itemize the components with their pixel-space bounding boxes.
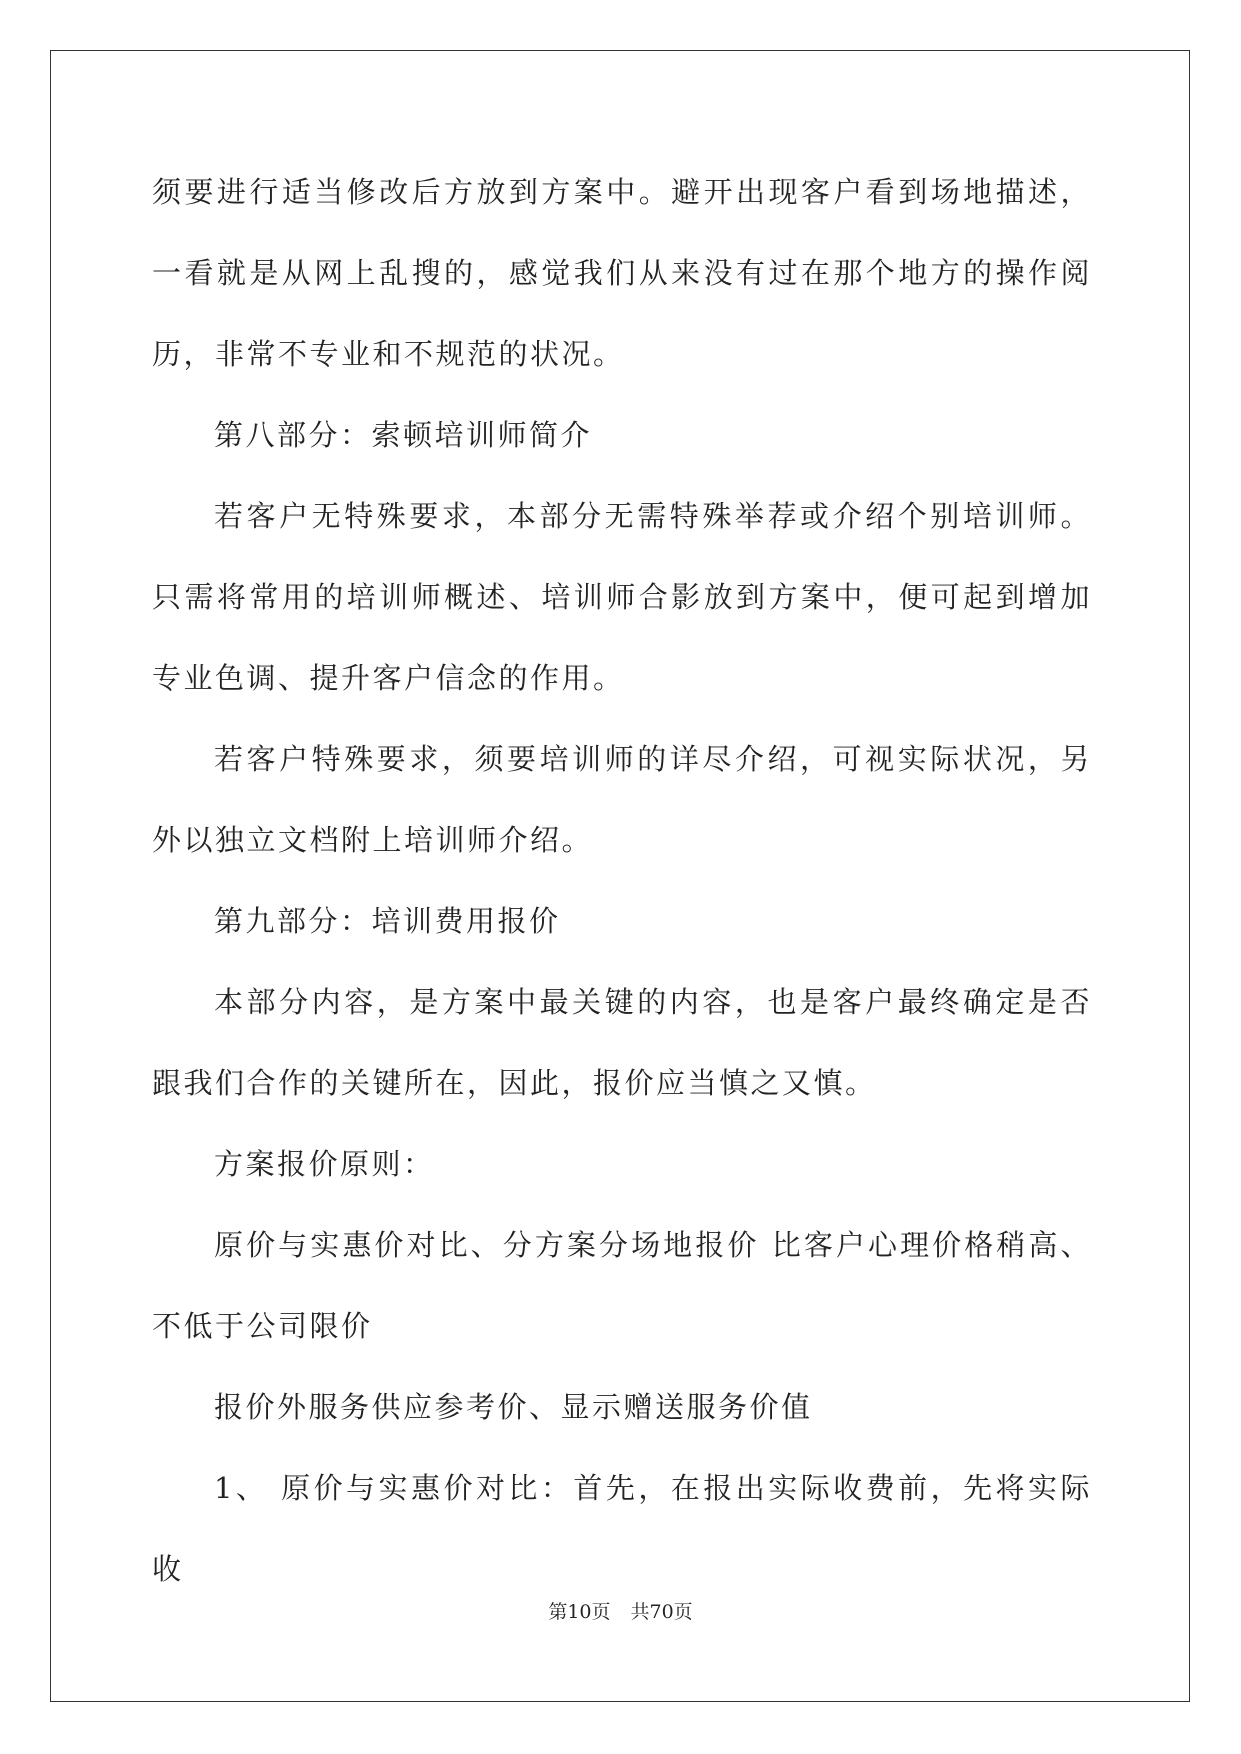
document-body [152,152,1092,1610]
paragraph-3: 若客户特殊要求，须要培训师的详尽介绍，可视实际状况，另外以独立文档附上培训师介绍。 [152,742,1092,857]
paragraph-2: 若客户无特殊要求，本部分无需特殊举荐或介绍个别培训师。只需将常用的培训师概述、培训师合影放到方案中，便可起到增加专业色调、提升客户信念的作用。 [152,499,1092,695]
subheading-pricing-principles: 方案报价原则： [214,1147,435,1181]
paragraph-1: 须要进行适当修改后方放到方案中。避开出现客户看到场地描述，一看就是从网上乱搜的，感觉我们从来没有过在那个地方的操作阅历，非常不专业和不规范的状况。 [152,175,1092,371]
paragraph-6: 报价外服务供应参考价、显示赠送服务价值 [214,1390,813,1424]
section-heading-part-nine: 第九部分：培训费用报价 [214,904,561,938]
page-footer [0,1597,1241,1624]
list-item-1: 1、 原价与实惠价对比：首先，在报出实际收费前，先将实际收 [152,1471,1092,1586]
section-heading-part-eight: 第八部分：索顿培训师简介 [214,418,593,452]
page-number: 第10页 [548,1601,611,1623]
paragraph-4: 本部分内容，是方案中最关键的内容，也是客户最终确定是否跟我们合作的关键所在，因此，报价应当慎之又慎。 [152,985,1092,1100]
paragraph-5: 原价与实惠价对比、分方案分场地报价 比客户心理价格稍高、不低于公司限价 [152,1228,1092,1343]
page-total: 共70页 [630,1601,693,1623]
